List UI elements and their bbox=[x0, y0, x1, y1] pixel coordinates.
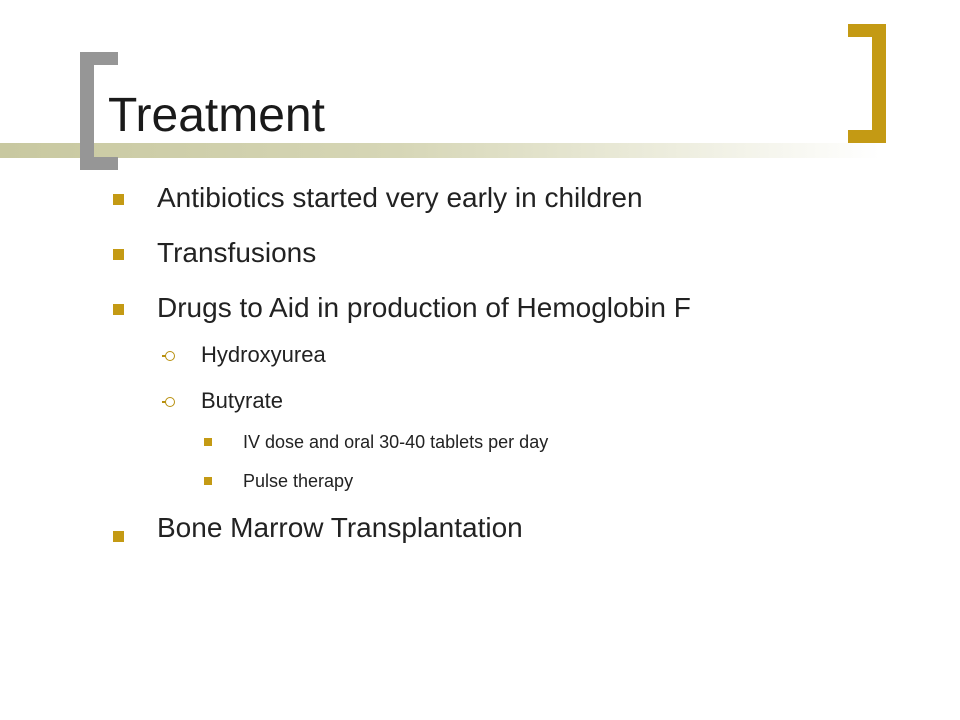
left-bracket-top-decor bbox=[80, 52, 118, 65]
left-bracket-decor bbox=[80, 52, 94, 170]
right-bracket-top-decor bbox=[848, 24, 886, 37]
slide-title: Treatment bbox=[108, 89, 325, 142]
bullet-square-icon bbox=[113, 304, 124, 315]
bullet-circle-icon bbox=[165, 351, 175, 361]
sub-bullet-item: Butyrate bbox=[201, 388, 283, 413]
sub-bullet-item: Hydroxyurea bbox=[201, 342, 326, 367]
title-decor-bar bbox=[0, 143, 880, 158]
bullet-square-icon bbox=[113, 249, 124, 260]
left-bracket-bottom-decor bbox=[80, 157, 118, 170]
bullet-square-small-icon bbox=[204, 438, 212, 446]
bullet-item: Drugs to Aid in production of Hemoglobin F bbox=[157, 292, 691, 323]
bullet-square-icon bbox=[113, 531, 124, 542]
sub-sub-bullet-item: IV dose and oral 30-40 tablets per day bbox=[243, 432, 549, 452]
bullet-square-icon bbox=[113, 194, 124, 205]
bullet-item: Transfusions bbox=[157, 237, 317, 268]
right-bracket-decor bbox=[872, 24, 886, 143]
bullet-item: Bone Marrow Transplantation bbox=[157, 512, 523, 543]
bullet-square-small-icon bbox=[204, 477, 212, 485]
sub-sub-bullet-item: Pulse therapy bbox=[243, 471, 354, 491]
bullet-item: Antibiotics started very early in children bbox=[157, 182, 643, 213]
bullet-circle-icon bbox=[165, 397, 175, 407]
right-bracket-bottom-decor bbox=[848, 130, 886, 143]
